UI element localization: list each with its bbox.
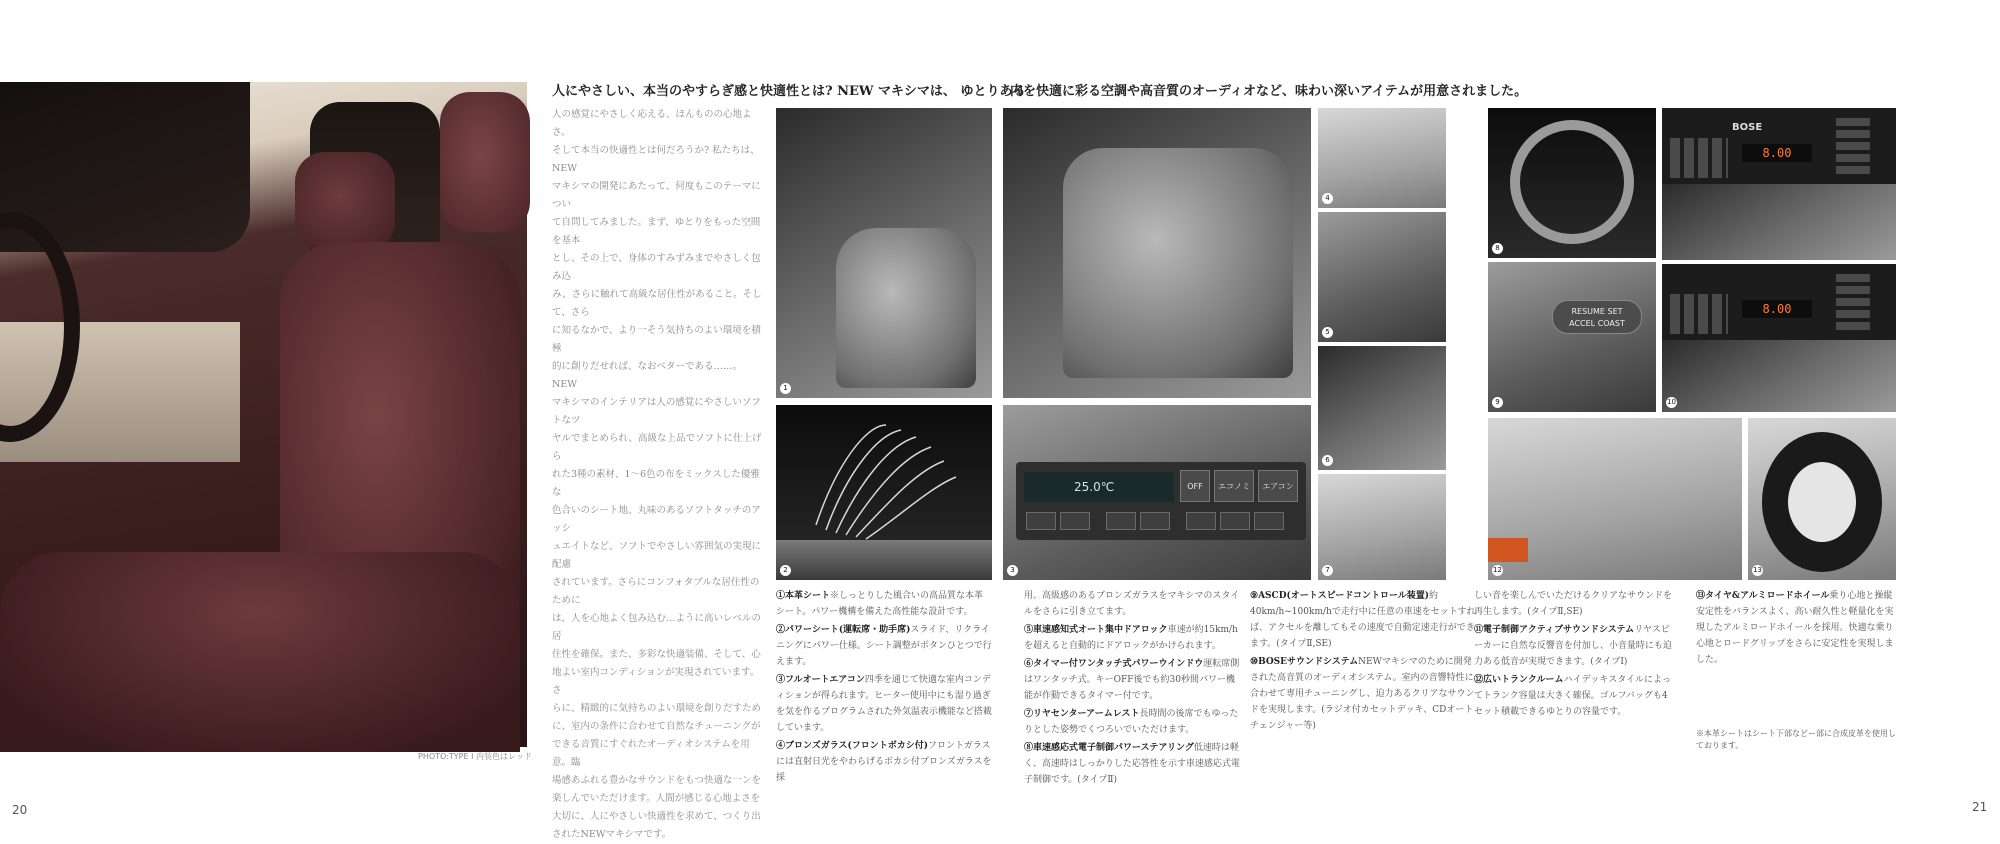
spec-item (1250, 588, 1476, 652)
body-line: されたNEWマキシマです。 (552, 829, 672, 840)
photo-power-window (1318, 346, 1446, 470)
tile-number: 1 (780, 383, 791, 394)
photo-door-lock (1318, 212, 1446, 342)
radio-side-keys (1836, 118, 1870, 178)
photo-caption: PHOTO:TYPE I 内装色はレッド (418, 752, 532, 761)
steering-wheel-icon (1510, 120, 1634, 244)
body-line: 大切に、人にやさしい快適性を求めて、つくり出 (552, 811, 761, 822)
body-line: 場感あふれる豊かなサウンドをもつ快適な一ンを (552, 775, 762, 786)
tile-number: 8 (1492, 243, 1503, 254)
spec-text: 四季を通じて快適な室内コンディションが得られます。ヒーター使用中にも湿り過ぎを気を作るプログラムされた外気温表示機能など搭載しています。 (776, 675, 992, 733)
footnote: ※本革シートはシート下部などー部に合成皮革を使用しております。 (1696, 729, 1896, 750)
spec-item (1474, 672, 1674, 720)
photo-rear-seat (1003, 108, 1311, 398)
spec-title: ⑥タイマー付ワンタッチ式パワーウインドウ (1024, 659, 1204, 669)
photo-bronze-glass (1318, 108, 1446, 208)
seat-shape (836, 228, 976, 388)
photo-speaker-2 (1662, 340, 1896, 412)
cruise-accel: ACCEL (1569, 319, 1596, 328)
radio-brand: BOSE (1732, 122, 1763, 133)
spec-text: 乗り心地と操縦安定性をバランスよく、高い耐久性と軽量化を実現したアルミロードホイールを採用。快適な乗り心地とロードグリップをさらに安定性を実現しました。 (1696, 591, 1894, 665)
spec-text: NEWマキシマのために開発された高音質のオーディオシステム。室内の音響特性に合わせて専用チューニングし、迫力あるクリアなサウンドを実現します。(ラジオ付カセットデッキ、CDオートチェンジャー等) (1250, 657, 1475, 731)
spec-title: ⑫広いトランクルーム (1474, 675, 1564, 685)
spec-item (776, 672, 992, 736)
climate-display: 25.0℃ (1024, 472, 1174, 502)
cruise-resume: RESUME (1571, 307, 1605, 316)
interior-photo (0, 82, 527, 747)
spec-text: リヤスピーカーに自然な反響音を付加し、小音量時にも迫力ある低音が実現できます。(タイプⅠ) (1474, 625, 1672, 667)
spec-item (1024, 656, 1240, 704)
climate-off-button: OFF (1180, 470, 1210, 502)
spec-title: ⑤車速感知式オート集中ドアロック (1024, 625, 1168, 635)
spec-text: しい音を楽しんでいただけるクリアなサウンドを再生します。(タイプⅡ,SE) (1474, 591, 1673, 617)
body-line: 地よい室内コンディションが実現されています。さ (552, 667, 760, 696)
tile-number: 2 (780, 565, 791, 576)
body-text (552, 106, 762, 840)
body-line: み、さらに触れて高級な居住性があること。そして、さら (552, 289, 762, 318)
spec-item (1250, 654, 1476, 734)
radio-preset-keys (1670, 138, 1728, 178)
tile-number: 3 (1007, 565, 1018, 576)
page-number-right: 21 (1972, 800, 1988, 814)
spec-title: ⑦リヤセンターアームレスト (1024, 709, 1140, 719)
spec-item (1024, 622, 1240, 654)
wheel-icon (1788, 462, 1856, 542)
radio-unit-2 (1662, 264, 1896, 340)
tile-number: 10 (1667, 398, 1676, 406)
spec-item (1474, 588, 1674, 620)
spec-text: ハイデッキスタイルによってトランク容量は大きく確保。ゴルフバッグも4セット積載できるゆとりの容量です。 (1474, 675, 1672, 717)
spec-title: ⑬タイヤ&アルミロードホイール (1696, 591, 1830, 601)
rear-headrest (295, 152, 395, 252)
climate-panel (1016, 462, 1306, 540)
spec-text: 車速が約15km/hを超えると自動的にドアロックがかけられます。 (1024, 625, 1238, 651)
body-line: されています。さらにコンフォタブルな居住性のために (552, 577, 760, 606)
photo-cruise-control (1488, 262, 1656, 412)
spec-column-4 (1474, 588, 1674, 758)
photo-speaker-1 (1662, 184, 1896, 260)
photo-tire (1748, 418, 1896, 580)
photo-armrest (1318, 474, 1446, 580)
spec-text: 低速時は軽く、高速時はしっかりした応答性を示す車速感応式電子制御です。(タイプⅡ) (1024, 743, 1240, 785)
spec-column-3 (1250, 588, 1476, 758)
body-line: て自問してみました。まず、ゆとりをもった空間を基本 (552, 217, 761, 246)
spec-text: 運転席側はワンタッチ式。キーOFF後でも約30秒間パワー機能が作動できるタイマー付です。 (1024, 659, 1240, 701)
heading-right: 内を快適に彩る空調や高音質のオーディオなど、味わい深いアイテムが用意されました。 (1010, 84, 1528, 99)
photo-leather-seats (776, 108, 992, 398)
radio-frequency: 8.00 (1742, 144, 1812, 162)
cruise-coast: COAST (1597, 319, 1625, 328)
seat-cushion (0, 552, 520, 752)
body-line: ヤルでまとめられ、高級な上品でソフトに仕上げら (552, 433, 762, 462)
spec-item (1474, 622, 1674, 670)
body-line: は、人を心地よく包み込む…ように高いレベルの居 (552, 613, 762, 642)
spec-title: ⑪電子制御アクティブサウンドシステム (1474, 625, 1635, 635)
radio-frequency: 8.00 (1742, 300, 1812, 318)
spec-item (776, 738, 992, 786)
spec-text: 長時間の後席でもゆったりとした姿勢でくつろいでいただけます。 (1024, 709, 1239, 735)
body-line: マキシマの開発にあたって、何度もこのテーマについ (552, 181, 761, 210)
tile-number: 5 (1322, 327, 1333, 338)
page-number-left: 20 (12, 803, 28, 817)
spec-text: 約40km/h~100km/hで走行中に任意の車速をセットすれば、アクセルを離してもその速度で自動定速走行ができます。(タイプⅡ,SE) (1250, 591, 1476, 649)
spec-column-2 (1024, 588, 1240, 785)
photo-steering (1488, 108, 1656, 258)
spec-title: ②パワーシート(運転席・助手席) (776, 625, 911, 635)
tile-number: 13 (1753, 566, 1762, 574)
spec-item (1024, 740, 1240, 788)
defrost-button (1254, 512, 1284, 530)
temp-down-button (1106, 512, 1136, 530)
photo-power-seat (776, 405, 992, 580)
body-line: に知るなかで、より一そう気持ちのよい環境を積極 (552, 325, 761, 354)
spec-column-1 (776, 588, 992, 783)
body-line: 色合いのシート地、丸味のあるソフトタッチのアッシ (552, 505, 761, 534)
spec-title: ⑧車速感応式電子制御パワーステアリング (1024, 743, 1194, 753)
mode-button (1186, 512, 1216, 530)
body-line: 的に創りだせれば、なおベターである……。NEW (552, 361, 743, 390)
body-line: できる音質にすぐれたオーディオシステムを用意。臨 (552, 739, 750, 768)
spec-item (1024, 588, 1240, 620)
cruise-switch (1552, 300, 1642, 334)
tile-number: 6 (1322, 455, 1333, 466)
spec-text: 用。高級感のあるブロンズガラスをマキシマのスタイルをさらに引き立てます。 (1024, 591, 1240, 617)
tile-number: 9 (1492, 397, 1503, 408)
cruise-set: SET (1607, 307, 1623, 316)
spec-text: ※しっとりした風合いの高品質な本革シート。パワー機構を備えた高性能な設計です。 (776, 591, 984, 617)
body-line: 楽しんでいただけます。人間が感じる心地よさを (552, 793, 761, 804)
spec-title: ⑨ASCD(オートスピードコントロール装置) (1250, 591, 1430, 601)
spec-title: ⑩BOSEサウンドシステム (1250, 657, 1359, 667)
temp-up-button (1140, 512, 1170, 530)
spec-item (776, 588, 992, 620)
body-line: 住性を確保。また、多彩な快適装備、そして、心 (552, 649, 761, 660)
fan-button (1060, 512, 1090, 530)
body-line: マキシマのインテリアは人の感覚にやさしいソフトなツ (552, 397, 761, 426)
heading-left: 人にやさしい、本当のやすらぎ感と快適性とは? NEW マキシマは、 ゆとりある (552, 84, 1026, 99)
tile-number: 12 (1493, 566, 1502, 574)
tail-light (1488, 538, 1528, 562)
body-line: とし、その上で、身体のすみずみまでやさしく包み込 (552, 253, 761, 282)
front-headrest (440, 92, 530, 232)
spec-title: ③フルオートエアコン (776, 675, 865, 685)
spec-title: ①本革シート (776, 591, 831, 601)
body-line: れた3種の素材、1～6色の布をミックスした優雅な (552, 469, 760, 498)
climate-aircon-button: エアコン (1258, 470, 1298, 502)
photo-trunk (1488, 418, 1742, 580)
climate-eco-button: エコノミ (1214, 470, 1254, 502)
radio-preset-keys (1670, 294, 1728, 334)
spec-text: フロントガラスには直射日光をやわらげるボカシ付ブロンズガラスを採 (776, 741, 992, 783)
spec-item (1696, 588, 1896, 668)
tile-number: 7 (1322, 565, 1333, 576)
body-line: に、室内の条件に合わせて自然なチューニングが (552, 721, 761, 732)
spec-column-5 (1696, 588, 1896, 708)
body-line: らに、精緻的に気持ちのよい環境を創りだすため (552, 703, 762, 714)
spec-title: ④ブロンズガラス(フロントボカシ付) (776, 741, 928, 751)
rear-seat-shape (1063, 148, 1293, 378)
recirc-button (1220, 512, 1250, 530)
radio-side-keys (1836, 274, 1870, 334)
body-line: 人の感覚にやさしく応える、ほんものの心地よさ。 (552, 109, 752, 138)
spec-item (1024, 706, 1240, 738)
radio-unit-1 (1662, 108, 1896, 184)
spec-item (776, 622, 992, 670)
spec-text: スライド、リクライニングにパワー仕様。シート調整がボタンひとつで行えます。 (776, 625, 992, 667)
seat-controls (776, 540, 992, 580)
tile-number: 4 (1322, 193, 1333, 204)
body-line: そして本当の快適性とは何だろうか? 私たちは、NEW (552, 145, 760, 174)
body-line: ュエイトなど、ソフトでやさしい雰囲気の実現に配慮 (552, 541, 762, 570)
fan-button (1026, 512, 1056, 530)
